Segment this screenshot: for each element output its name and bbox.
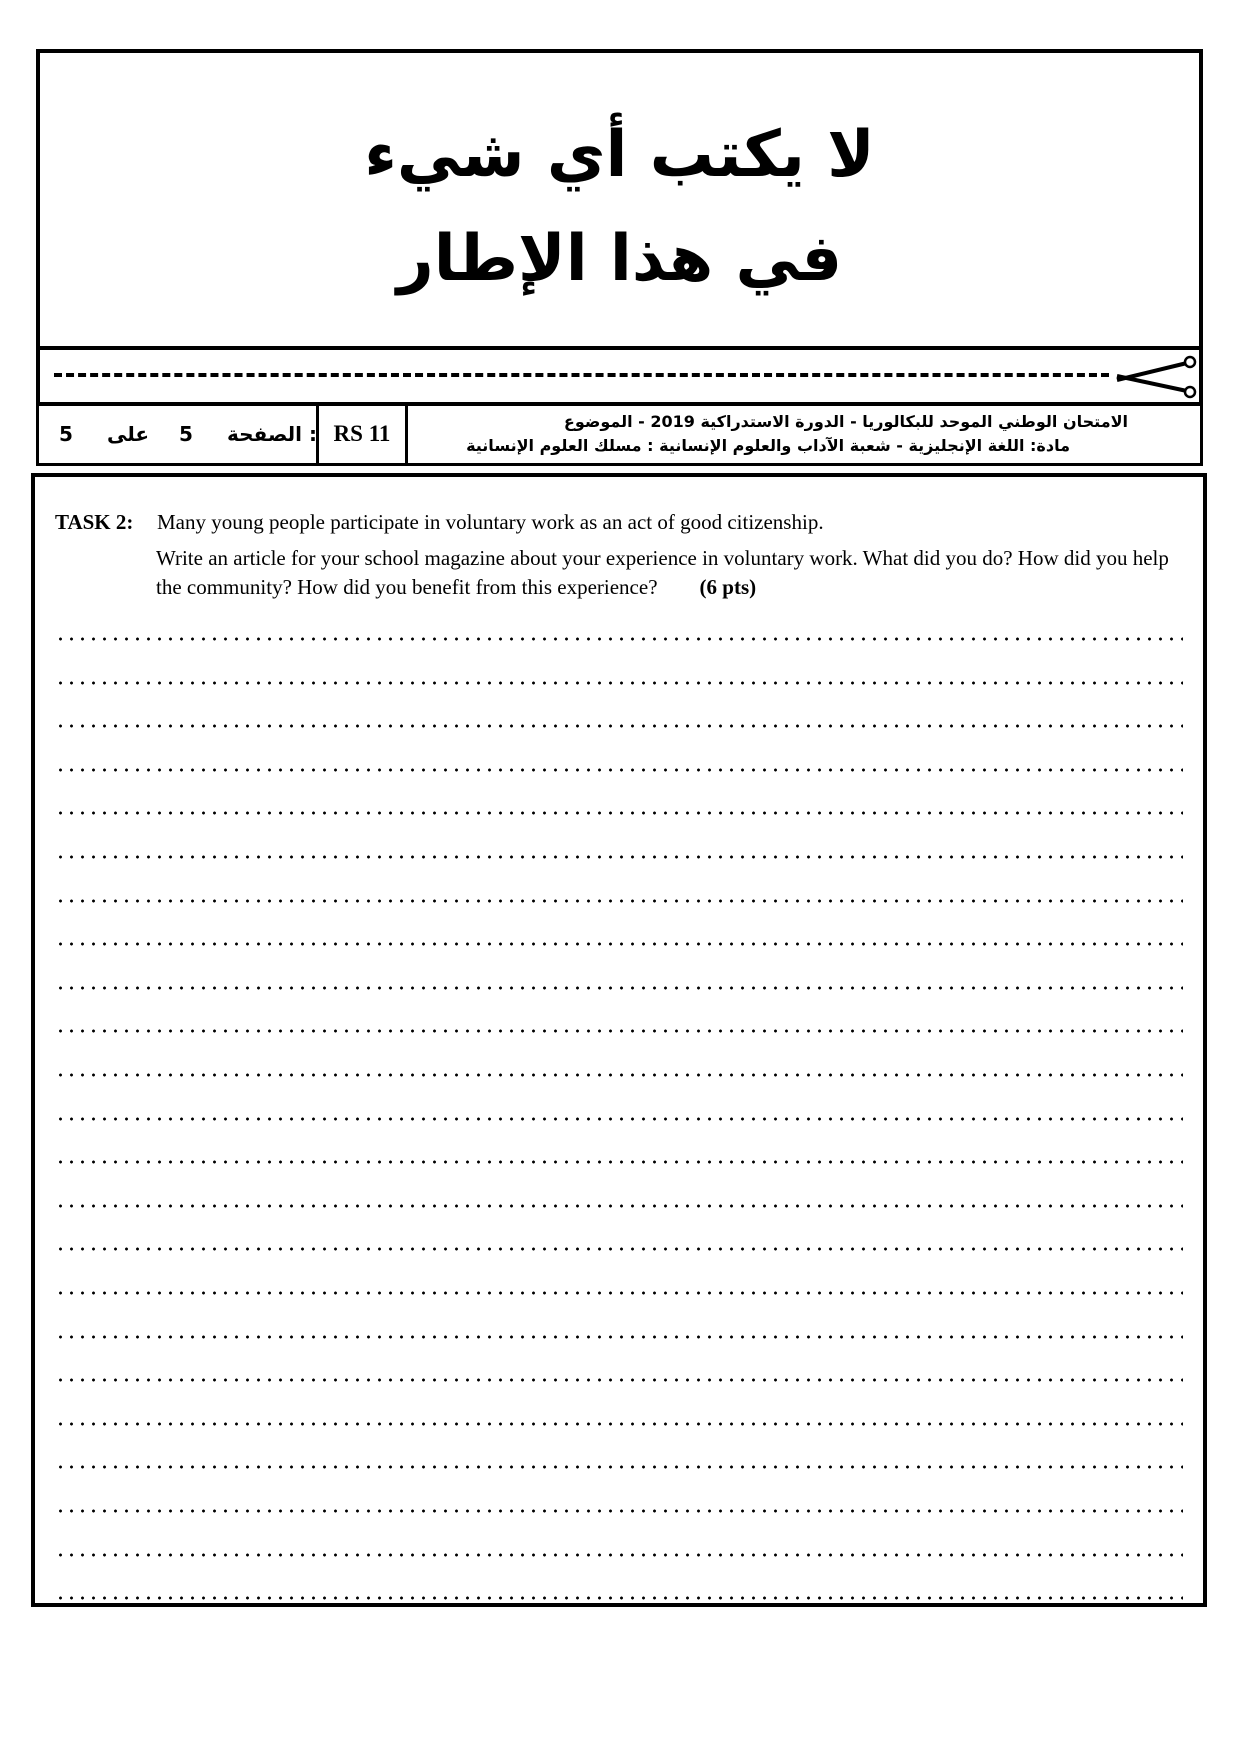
answer-line[interactable] bbox=[55, 1509, 1183, 1513]
answer-line[interactable] bbox=[55, 1117, 1183, 1121]
page-total: 5 bbox=[59, 422, 73, 446]
answer-line[interactable] bbox=[55, 811, 1183, 815]
answer-line[interactable] bbox=[55, 1422, 1183, 1426]
answer-line[interactable] bbox=[55, 1335, 1183, 1339]
task-instruction bbox=[156, 544, 1176, 602]
answer-line[interactable] bbox=[55, 768, 1183, 772]
task-points: (6 pts) bbox=[699, 575, 757, 599]
answer-line[interactable] bbox=[55, 855, 1183, 859]
page-label: الصفحة : bbox=[227, 422, 317, 446]
exam-session-line: الامتحان الوطني الموحد للبكالوريا - الدورة الاستدراكية 2019 - الموضوع bbox=[563, 412, 1128, 431]
exam-header bbox=[36, 406, 1203, 466]
task-prompt: Many young people participate in voluntary work as an act of good citizenship. bbox=[157, 510, 824, 534]
no-write-line-1: لا يكتب أي شيء bbox=[364, 118, 875, 192]
no-write-line-2: في هذا الإطار bbox=[396, 222, 843, 296]
task-instruction-text: Write an article for your school magazine about your experience in voluntary work. What did you do? How did you help the community? How did you benefit from this experience? bbox=[156, 546, 1169, 599]
exam-subject-line: مادة: اللغة الإنجليزية - شعبة الآداب والعلوم الإنسانية : مسلك العلوم الإنسانية bbox=[466, 436, 1070, 455]
answer-line[interactable] bbox=[55, 681, 1183, 685]
answer-line[interactable] bbox=[55, 1291, 1183, 1295]
page-current: 5 bbox=[179, 422, 193, 446]
answer-line[interactable] bbox=[55, 724, 1183, 728]
answer-line[interactable] bbox=[55, 1465, 1183, 1469]
cut-strip bbox=[36, 350, 1203, 406]
answer-line[interactable] bbox=[55, 899, 1183, 903]
answer-line[interactable] bbox=[55, 637, 1183, 641]
exam-code: RS 11 bbox=[319, 406, 408, 463]
answer-line[interactable] bbox=[55, 1596, 1183, 1600]
answer-line[interactable] bbox=[55, 942, 1183, 946]
answer-line[interactable] bbox=[55, 986, 1183, 990]
answer-line[interactable] bbox=[55, 1247, 1183, 1251]
answer-line[interactable] bbox=[55, 1204, 1183, 1208]
no-write-frame bbox=[36, 49, 1203, 350]
exam-title-cell bbox=[408, 406, 1200, 463]
answer-line[interactable] bbox=[55, 1553, 1183, 1557]
answer-frame bbox=[31, 473, 1207, 1607]
answer-line[interactable] bbox=[55, 1160, 1183, 1164]
scissors-icon bbox=[1115, 354, 1197, 405]
page-number-cell bbox=[39, 406, 319, 463]
no-write-notice bbox=[40, 103, 1199, 311]
answer-line[interactable] bbox=[55, 1029, 1183, 1033]
page-of-label: على bbox=[107, 422, 150, 446]
task-label: TASK 2: bbox=[55, 510, 134, 534]
answer-line[interactable] bbox=[55, 1378, 1183, 1382]
answer-line[interactable] bbox=[55, 1073, 1183, 1077]
cut-line bbox=[54, 373, 1109, 377]
